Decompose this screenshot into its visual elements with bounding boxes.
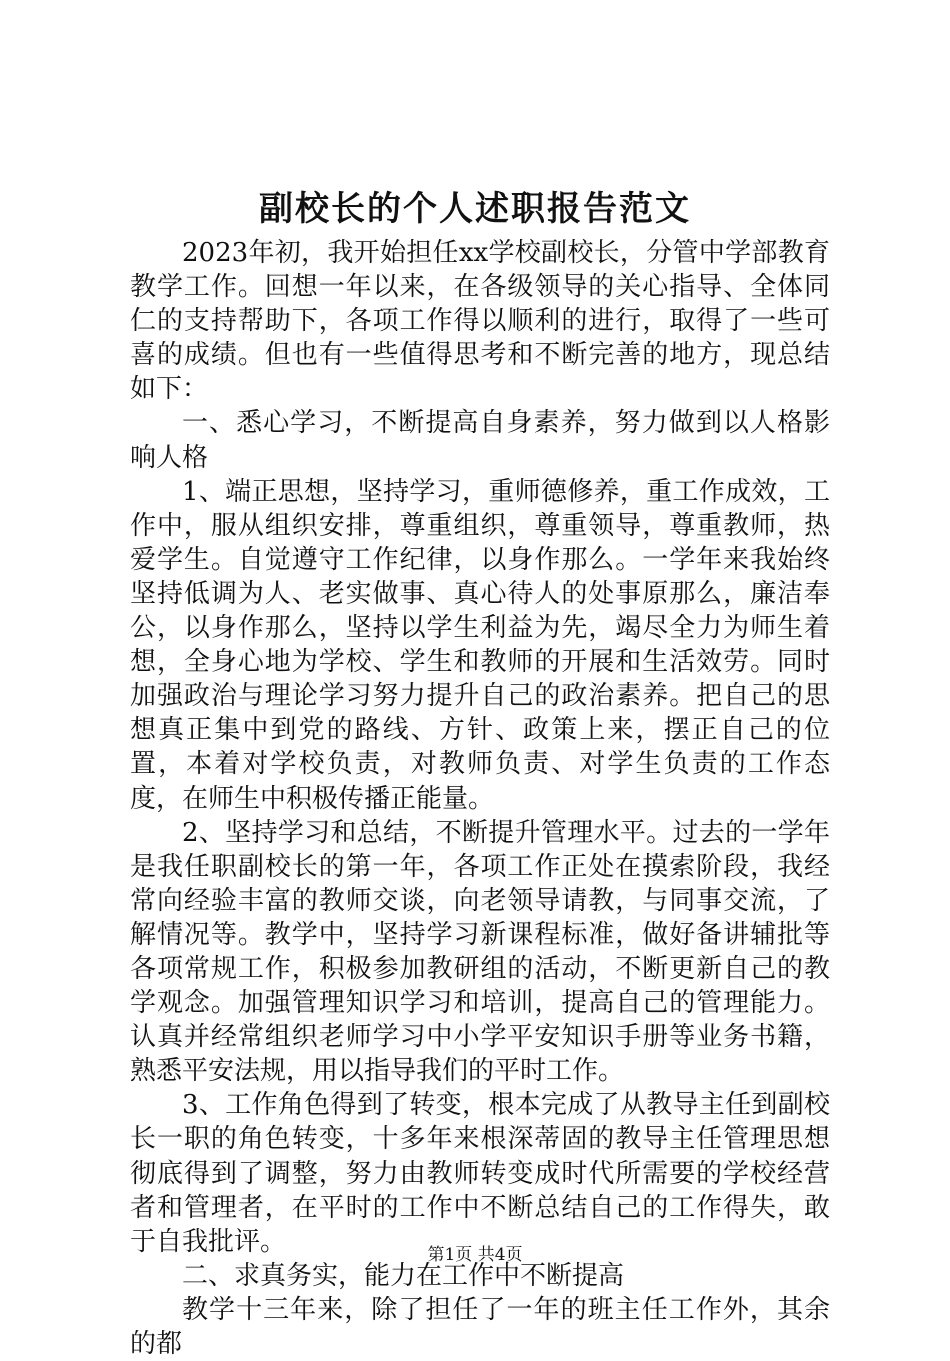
page-number-footer: 第1页 共4页 [427, 1245, 523, 1265]
paragraph-intro: 2023年初，我开始担任xx学校副校长，分管中学部教育教学工作。回想一年以来，在各级领导的关心指导、全体同仁的支持帮助下，各项工作得以顺利的进行，取得了一些可喜的成绩。但也有一些值得思考和不断完善的地方，现总结如下： [130, 238, 830, 405]
section-heading-2: 二、求真务实，能力在工作中不断提高 [182, 1260, 625, 1291]
paragraph-item-3: 3、工作角色得到了转变，根本完成了从教导主任到副校长一职的角色转变，十多年来根深蒂固的教导主任管理思想彻底得到了调整，努力由教师转变成时代所需要的学校经营者和管理者，在平时的工作中不断总结自己的工作得失，敢于自我批评。 [130, 1090, 830, 1257]
document-title: 副校长的个人述职报告范文 [259, 189, 691, 229]
paragraph-teaching: 教学十三年来，除了担任了一年的班主任工作外，其余的都 [130, 1294, 830, 1359]
document-body [130, 236, 830, 1361]
paragraph-item-1: 1、端正思想，坚持学习，重师德修养，重工作成效，工作中，服从组织安排，尊重组织，尊重领导，尊重教师，热爱学生。自觉遵守工作纪律，以身作那么。一学年来我始终坚持低调为人、老实做事、真心待人的处事原那么，廉洁奉公，以身作那么，坚持以学生利益为先，竭尽全力为师生着想，全身心地为学校、学生和教师的开展和生活效劳。同时加强政治与理论学习努力提升自己的政治素养。把自己的思想真正集中到党的路线、方针、政策上来，摆正自己的位置，本着对学校负责，对教师负责、对学生负责的工作态度，在师生中积极传播正能量。 [130, 476, 830, 814]
section-heading-1: 一、悉心学习，不断提高自身素养，努力做到以人格影响人格 [130, 408, 830, 473]
paragraph-item-2: 2、坚持学习和总结，不断提升管理水平。过去的一学年是我任职副校长的第一年，各项工作正处在摸索阶段，我经常向经验丰富的教师交谈，向老领导请教，与同事交流，了解情况等。教学中，坚持学习新课程标准，做好备讲辅批等各项常规工作，积极参加教研组的活动，不断更新自己的教学观念。加强管理知识学习和培训，提高自己的管理能力。认真并经常组织老师学习中小学平安知识手册等业务书籍，熟悉平安法规，用以指导我们的平时工作。 [130, 817, 830, 1087]
